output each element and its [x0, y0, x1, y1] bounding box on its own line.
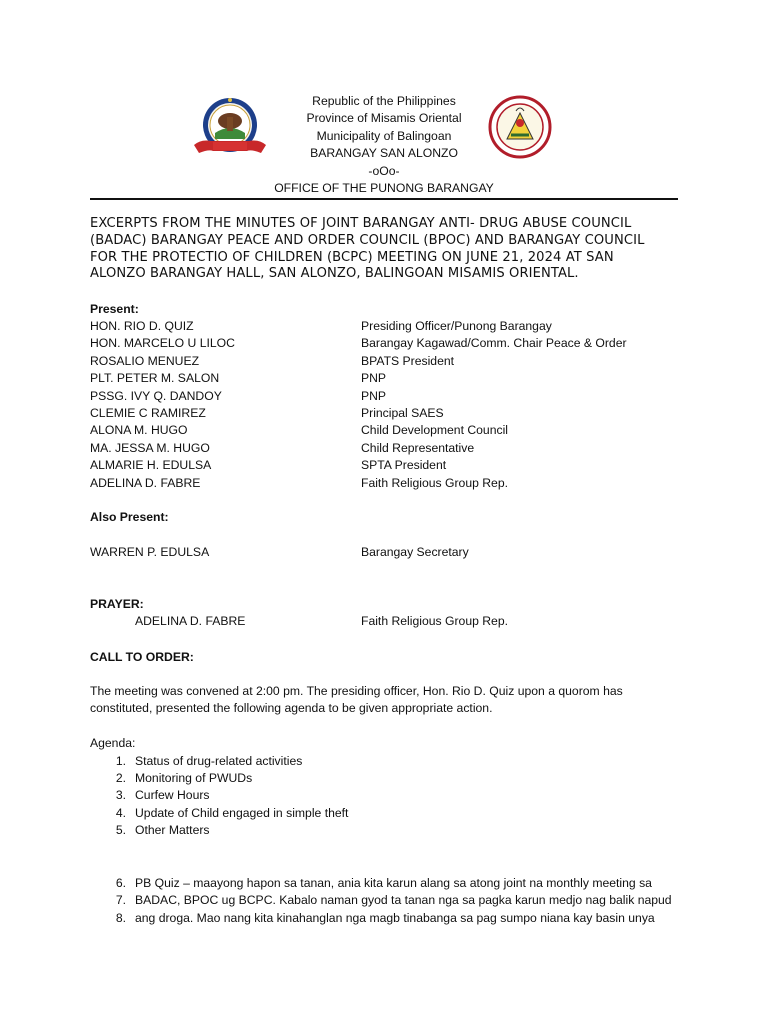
call-to-order-text: The meeting was convened at 2:00 pm. The presiding officer, Hon. Rio D. Quiz upon a quorom has [90, 684, 623, 698]
attendee-role: Presiding Officer/Punong Barangay [361, 319, 552, 333]
header-divider [90, 198, 678, 200]
attendee-role: SPTA President [361, 458, 447, 473]
document-title [90, 216, 690, 283]
call-to-order-text: constituted, presented the following agenda to be given appropriate action. [90, 701, 493, 716]
list-text: BADAC, BPOC ug BCPC. Kabalo naman gyod ta tanan nga sa pagka karun medjo nag balik napud [135, 893, 672, 908]
attendee-name: PLT. PETER M. SALON [90, 371, 220, 386]
list-text: ang droga. Mao nang kita kinahanglan nga magb tinabanga sa pag sumpo niana kay basin unya [135, 910, 655, 925]
header-province: Province of Misamis Oriental [306, 111, 462, 126]
list-text: Curfew Hours [135, 788, 210, 803]
list-text: Other Matters [135, 823, 210, 838]
attendee-name: HON. RIO D. QUIZ [90, 319, 194, 333]
attendee-role: PNP [361, 388, 387, 403]
header-republic: Republic of the Philippines [312, 94, 456, 108]
attendee-role: BPATS President [361, 353, 455, 368]
header-municipality: Municipality of Balingoan [316, 128, 452, 143]
attendee-name: HON. MARCELO U LILOC [90, 336, 235, 351]
list-number: 4. [115, 805, 126, 820]
list-text: Status of drug-related activities [135, 753, 303, 768]
list-number: 3. [115, 788, 126, 803]
title-line: ALONZO BARANGAY HALL, SAN ALONZO, BALINGOAN MISAMIS ORIENTAL. [90, 266, 579, 282]
header-office: OFFICE OF THE PUNONG BARANGAY [274, 181, 494, 196]
present-label: Present: [90, 302, 139, 316]
attendee-role: PNP [361, 371, 387, 386]
attendee-name: CLEMIE C RAMIREZ [90, 406, 206, 420]
header-barangay: BARANGAY SAN ALONZO [310, 146, 458, 161]
title-line: FOR THE PROTECTIO OF CHILDREN (BCPC) MEETING ON JUNE 21, 2024 AT SAN [90, 249, 614, 265]
list-number: 2. [115, 770, 126, 785]
attendee-name: ADELINA D. FABRE [90, 475, 201, 490]
also-present-label: Also Present: [90, 510, 169, 524]
list-text: PB Quiz – maayong hapon sa tanan, ania kita karun alang sa atong joint na monthly meeting sa [135, 876, 652, 890]
attendee-name: ALONA M. HUGO [90, 423, 188, 438]
attendee-role: Faith Religious Group Rep. [361, 475, 508, 490]
list-text: Update of Child engaged in simple theft [135, 805, 349, 820]
also-present-role: Barangay Secretary [361, 545, 469, 559]
attendee-name: MA. JESSA M. HUGO [90, 440, 210, 455]
attendee-name: ROSALIO MENUEZ [90, 353, 200, 368]
attendee-role: Principal SAES [361, 406, 444, 420]
prayer-name: ADELINA D. FABRE [135, 614, 246, 628]
attendee-name: PSSG. IVY Q. DANDOY [90, 388, 222, 403]
list-number: 5. [115, 823, 126, 838]
title-line: (BADAC) BARANGAY PEACE AND ORDER COUNCIL (BPOC) AND BARANGAY COUNCIL [90, 232, 645, 248]
prayer-label: PRAYER: [90, 597, 144, 611]
list-number: 6. [115, 876, 126, 890]
list-number: 7. [115, 893, 126, 908]
title-line: EXCERPTS FROM THE MINUTES OF JOINT BARANGAY ANTI- DRUG ABUSE COUNCIL [90, 216, 632, 231]
list-number: 8. [115, 910, 126, 925]
agenda-label: Agenda: [90, 736, 136, 750]
letterhead [0, 93, 768, 197]
also-present-name: WARREN P. EDULSA [90, 545, 210, 559]
attendee-name: ALMARIE H. EDULSA [90, 458, 212, 473]
attendee-role: Child Development Council [361, 423, 508, 438]
list-number: 1. [115, 753, 126, 768]
prayer-role: Faith Religious Group Rep. [361, 614, 508, 628]
header-separator: -oOo- [368, 163, 400, 178]
attendee-role: Barangay Kagawad/Comm. Chair Peace & Order [361, 336, 627, 351]
call-to-order-label: CALL TO ORDER: [90, 650, 194, 664]
list-text: Monitoring of PWUDs [135, 770, 253, 785]
attendee-role: Child Representative [361, 440, 475, 455]
